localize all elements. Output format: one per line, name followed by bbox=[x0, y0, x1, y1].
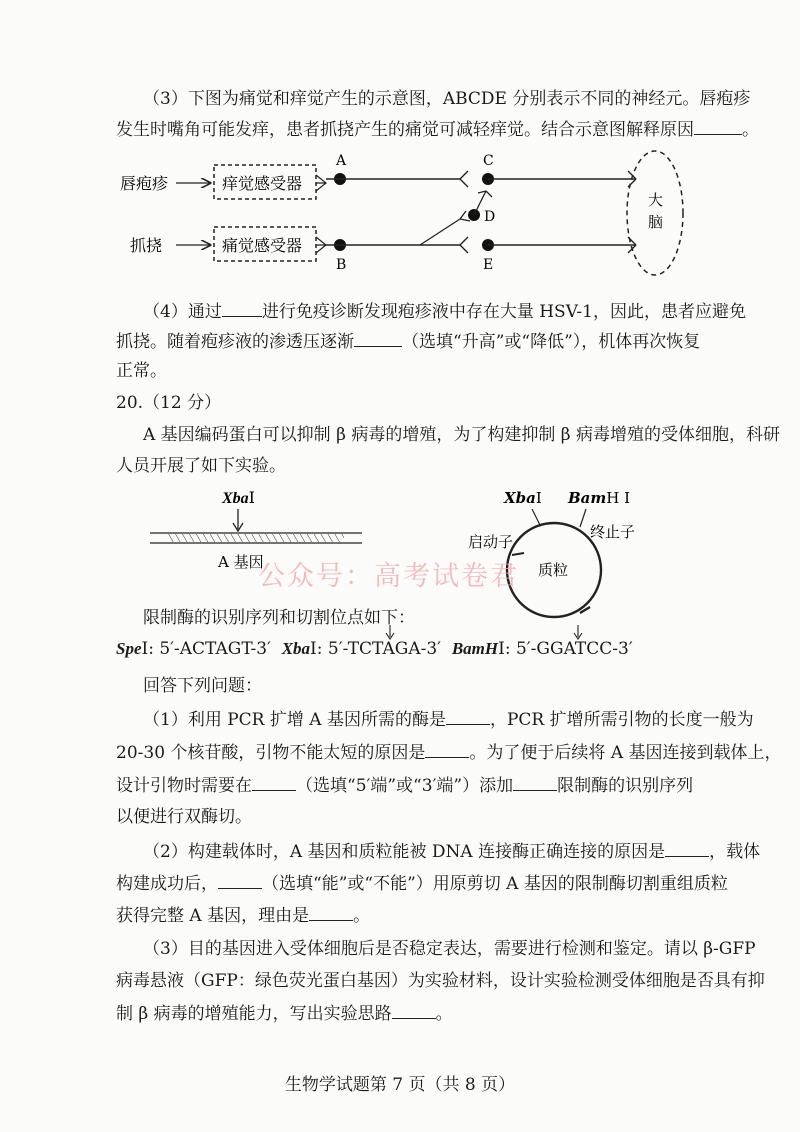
q19-p4-line2: 抓挠。随着疱疹液的渗透压逐渐 （选填“升高”或“降低”），机体再次恢复 bbox=[116, 332, 701, 352]
q20-3-line2: 病毒悬液（GFP：绿色荧光蛋白基因）为实验材料，设计实验检测受体细胞是否具有抑 bbox=[116, 971, 765, 991]
xba-right-label: Xba bbox=[504, 489, 536, 507]
svg-text:XbaI bbox=[221, 488, 255, 507]
q19-p4-line3: 正常。 bbox=[116, 361, 167, 381]
xba-name: Xba bbox=[281, 639, 311, 658]
page-footer: 生物学试题第 7 页（共 8 页） bbox=[284, 1075, 516, 1095]
answer-prompt: 回答下列问题： bbox=[143, 676, 262, 696]
spe-seq: I: 5′-ACTAGT-3′ bbox=[141, 639, 271, 659]
svg-text:XbaI bbox=[503, 489, 542, 507]
terminator-label: 终止子 bbox=[590, 523, 636, 541]
plasmid-label: 质粒 bbox=[538, 561, 569, 579]
neural-pathway-diagram bbox=[110, 145, 710, 285]
label-a: A bbox=[336, 153, 347, 169]
xba-left-suffix: I bbox=[248, 488, 255, 507]
spe-name: Spe bbox=[116, 639, 142, 658]
brain-label-2: 脑 bbox=[648, 213, 664, 231]
xba-left-label: Xba bbox=[222, 490, 249, 507]
q19-p3-line2: 发生时嘴角可能发痒，患者抓挠产生的痛觉可减轻痒觉。结合示意图解释原因 。 bbox=[116, 120, 759, 140]
pain-receptor-label: 痛觉感受器 bbox=[222, 236, 303, 255]
label-c: C bbox=[483, 153, 494, 169]
q20-intro-line2: 人员开展了如下实验。 bbox=[116, 456, 286, 476]
label-e: E bbox=[483, 257, 494, 273]
bam-name: BamH bbox=[451, 639, 499, 658]
watermark: 公众号：高考试卷君 bbox=[258, 561, 519, 592]
enzyme-sequences bbox=[116, 638, 633, 660]
q20-1-line2: 20-30 个核苷酸，引物不能太短的原因是 。为了便于后续将 A 基因连接到载体上， bbox=[116, 743, 782, 763]
q20-3-line3: 制 β 病毒的增殖能力，写出实验思路 。 bbox=[116, 1004, 453, 1024]
stimulus-top-label: 唇疱疹 bbox=[120, 174, 169, 193]
enzyme-intro: 限制酶的识别序列和切割位点如下： bbox=[143, 608, 415, 628]
label-b: B bbox=[336, 257, 347, 273]
svg-text:BamH I bbox=[567, 489, 630, 507]
stimulus-bottom-label: 抓挠 bbox=[130, 236, 163, 255]
brain-label: 大 bbox=[648, 191, 664, 209]
bam-right-suffix: H I bbox=[606, 489, 631, 507]
bam-seq: I: 5′-GGATCC-3′ bbox=[498, 639, 633, 659]
gene-label: A 基因 bbox=[218, 553, 264, 571]
xba-seq: I: 5′-TCTAGA-3′ bbox=[310, 639, 442, 659]
q19-p3-line1: （3）下图为痛觉和痒觉产生的示意图，ABCDE 分别表示不同的神经元。唇疱疹 bbox=[143, 89, 751, 109]
q20-1-line3: 设计引物时需要在 （选填“5′端”或“3′端”）添加 限制酶的识别序列 bbox=[116, 776, 694, 796]
q20-intro-line1: A 基因编码蛋白可以抑制 β 病毒的增殖，为了构建抑制 β 病毒增殖的受体细胞，科研 bbox=[143, 425, 780, 445]
promoter-label: 启动子 bbox=[468, 533, 514, 551]
q20-1-line1: （1）利用 PCR 扩增 A 基因所需的酶是 ，PCR 扩增所需引物的长度一般为 bbox=[143, 710, 754, 730]
plasmid-figure bbox=[440, 485, 670, 620]
q20-header: 20.（12 分） bbox=[116, 393, 222, 413]
q20-2-line3: 获得完整 A 基因，理由是 。 bbox=[116, 906, 371, 926]
q20-1-line4: 以便进行双酶切。 bbox=[116, 807, 252, 827]
bam-right-label: Bam bbox=[568, 489, 607, 507]
itch-receptor-label: 痒觉感受器 bbox=[222, 174, 303, 193]
q19-p4-line1: （4）通过 进行免疫诊断发现疱疹液中存在大量 HSV-1，因此，患者应避免 bbox=[143, 302, 746, 322]
q20-2-line1: （2）构建载体时，A 基因和质粒能被 DNA 连接酶正确连接的原因是 ，载体 bbox=[143, 842, 761, 862]
q20-2-line2: 构建成功后， （选填“能”或“不能”）用原剪切 A 基因的限制酶切割重组质粒 bbox=[116, 874, 728, 894]
q20-3-line1: （3）目的基因进入受体细胞后是否稳定表达，需要进行检测和鉴定。请以 β-GFP bbox=[143, 939, 756, 959]
label-d: D bbox=[484, 209, 496, 225]
xba-right-suffix: I bbox=[535, 489, 542, 507]
